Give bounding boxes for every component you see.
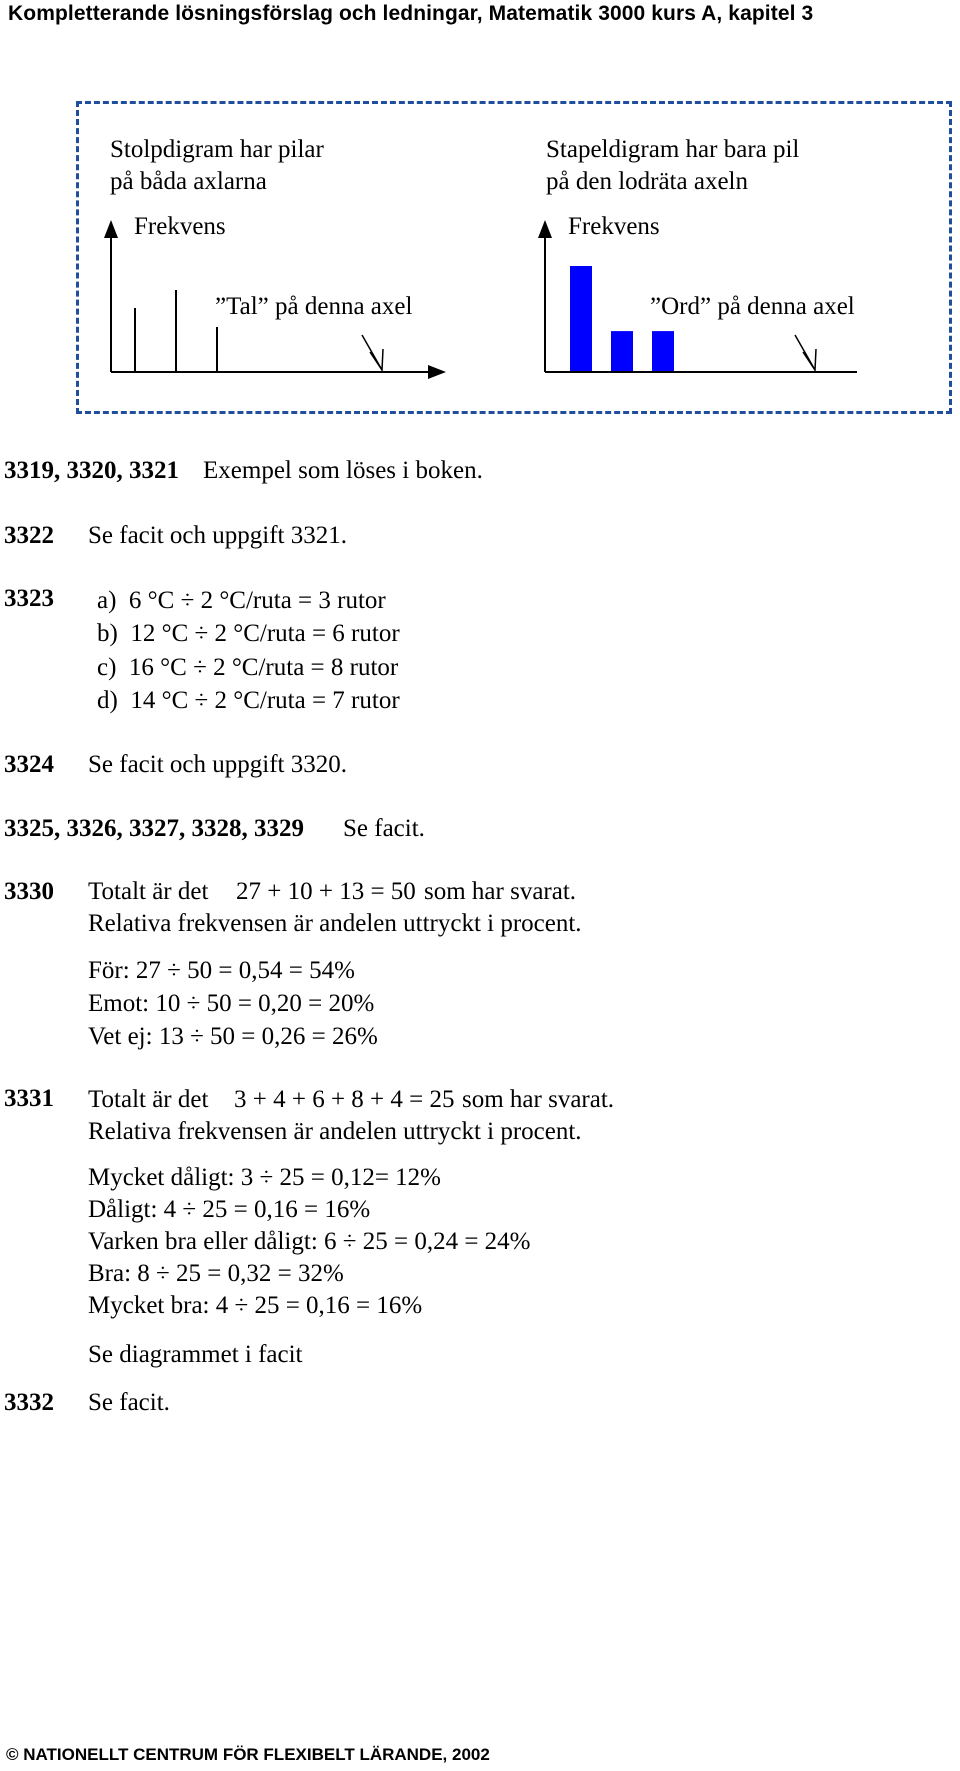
page-header: Kompletterande lösningsförslag och ledningar, Matematik 3000 kurs A, kapitel 3 [8, 2, 814, 25]
task-3322-number: 3322 [4, 522, 54, 549]
task-3323-line-a: a) 6 °C ÷ 2 °C/ruta = 3 rutor [97, 587, 386, 614]
task-3324-text: Se facit och uppgift 3320. [88, 751, 347, 778]
task-3323-line-b: b) 12 °C ÷ 2 °C/ruta = 6 rutor [97, 620, 400, 647]
right-bar-2 [611, 331, 633, 371]
right-caption-line2: på den lodräta axeln [546, 168, 748, 195]
task-3331-total-expression: 3 + 4 + 6 + 8 + 4 = 25 [234, 1086, 455, 1113]
task-3330-total-prefix: Totalt är det [88, 878, 209, 905]
left-x-arrow-icon [428, 365, 446, 379]
task-3330-line-emot: Emot: 10 ÷ 50 = 0,20 = 20% [88, 990, 375, 1017]
task-3325-text: Se facit. [343, 815, 425, 842]
task-3331-line-4: Bra: 8 ÷ 25 = 0,32 = 32% [88, 1260, 344, 1287]
left-axis-note: ”Tal” på denna axel [215, 293, 413, 320]
left-caption-line2: på båda axlarna [110, 168, 267, 195]
task-3322-text: Se facit och uppgift 3321. [88, 522, 347, 549]
task-3330-relative-line: Relativa frekvensen är andelen uttryckt i procent. [88, 910, 582, 937]
task-3324-number: 3324 [4, 751, 54, 778]
left-caption-line1: Stolpdigram har pilar [110, 136, 324, 163]
right-y-label: Frekvens [568, 213, 660, 240]
right-caption-line1: Stapeldigram har bara pil [546, 136, 800, 163]
task-3330-total-suffix: som har svarat. [424, 878, 577, 905]
task-3331-see-diagram: Se diagrammet i facit [88, 1341, 303, 1368]
task-3325-number: 3325, 3326, 3327, 3328, 3329 [4, 815, 304, 842]
task-3331-relative-line: Relativa frekvensen är andelen uttryckt i procent. [88, 1118, 582, 1145]
task-3330-line-for: För: 27 ÷ 50 = 0,54 = 54% [88, 957, 355, 984]
task-3319-text: Exempel som löses i boken. [203, 457, 483, 484]
task-3331-total-prefix: Totalt är det [88, 1086, 209, 1113]
left-y-label: Frekvens [134, 213, 226, 240]
page-footer: © NATIONELLT CENTRUM FÖR FLEXIBELT LÄRANDE, 2002 [6, 1745, 490, 1764]
task-3330-total-expression: 27 + 10 + 13 = 50 [236, 878, 416, 905]
task-3330-line-vet-ej: Vet ej: 13 ÷ 50 = 0,26 = 26% [88, 1023, 378, 1050]
task-3331-line-1: Mycket dåligt: 3 ÷ 25 = 0,12= 12% [88, 1164, 441, 1191]
task-3331-number: 3331 [4, 1085, 54, 1112]
right-axis-note: ”Ord” på denna axel [650, 293, 855, 320]
task-3330-number: 3330 [4, 878, 54, 905]
task-3331-line-2: Dåligt: 4 ÷ 25 = 0,16 = 16% [88, 1196, 371, 1223]
task-3319-number: 3319, 3320, 3321 [4, 457, 179, 484]
task-3331-total-suffix: som har svarat. [462, 1086, 615, 1113]
task-3331-line-5: Mycket bra: 4 ÷ 25 = 0,16 = 16% [88, 1292, 423, 1319]
diagram-illustrations [0, 0, 960, 420]
task-3323-line-d: d) 14 °C ÷ 2 °C/ruta = 7 rutor [97, 687, 400, 714]
task-3323-line-c: c) 16 °C ÷ 2 °C/ruta = 8 rutor [97, 654, 399, 681]
task-3332-number: 3332 [4, 1389, 54, 1416]
right-y-arrow-icon [538, 220, 552, 238]
task-3331-line-3: Varken bra eller dåligt: 6 ÷ 25 = 0,24 = 24% [88, 1228, 531, 1255]
right-bar-3 [652, 331, 674, 371]
left-y-arrow-icon [104, 220, 118, 238]
right-bar-1 [570, 266, 592, 371]
task-3332-text: Se facit. [88, 1389, 170, 1416]
task-3323-number: 3323 [4, 585, 54, 612]
